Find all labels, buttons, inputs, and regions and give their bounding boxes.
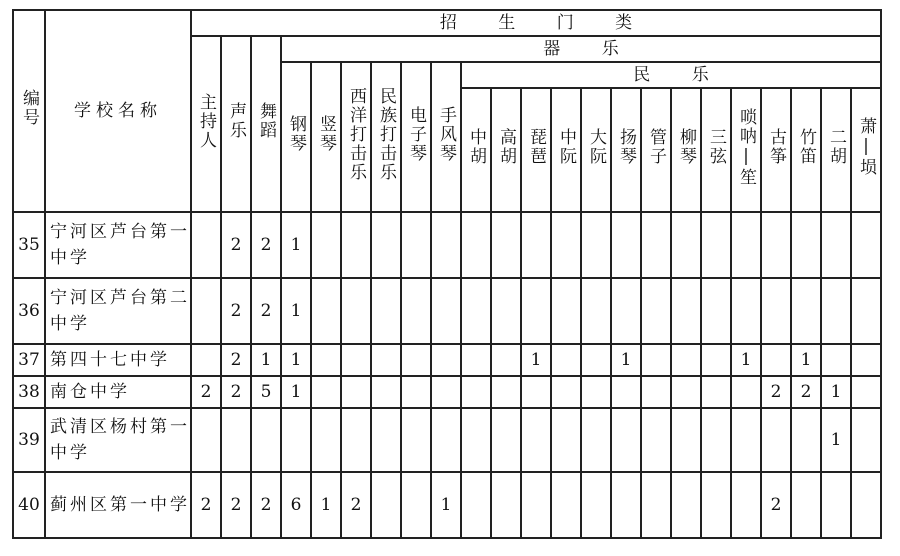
header-col: 中阮 bbox=[551, 88, 581, 212]
cell bbox=[821, 344, 851, 376]
cell bbox=[791, 408, 821, 472]
cell bbox=[611, 212, 641, 278]
cell: 1 bbox=[281, 212, 311, 278]
cell bbox=[611, 472, 641, 538]
cell bbox=[851, 278, 881, 344]
cell bbox=[701, 212, 731, 278]
cell: 2 bbox=[791, 376, 821, 408]
row-school-name: 宁河区芦台第二中学 bbox=[45, 278, 191, 344]
cell bbox=[641, 278, 671, 344]
header-category: 招 生 门 类 bbox=[191, 10, 881, 36]
cell bbox=[461, 278, 491, 344]
row-school-name: 第四十七中学 bbox=[45, 344, 191, 376]
cell bbox=[581, 278, 611, 344]
cell: 2 bbox=[221, 472, 251, 538]
enrollment-table bbox=[12, 9, 882, 539]
table-row bbox=[13, 278, 881, 344]
cell bbox=[281, 408, 311, 472]
cell bbox=[581, 212, 611, 278]
cell bbox=[791, 278, 821, 344]
cell bbox=[221, 408, 251, 472]
cell: 2 bbox=[761, 376, 791, 408]
cell bbox=[461, 376, 491, 408]
cell bbox=[641, 408, 671, 472]
cell bbox=[371, 376, 401, 408]
cell bbox=[641, 472, 671, 538]
cell bbox=[491, 212, 521, 278]
cell bbox=[311, 344, 341, 376]
cell: 2 bbox=[191, 472, 221, 538]
cell: 2 bbox=[221, 344, 251, 376]
cell bbox=[701, 376, 731, 408]
cell bbox=[731, 212, 761, 278]
cell bbox=[341, 408, 371, 472]
cell bbox=[551, 472, 581, 538]
header-col: 民族打击乐 bbox=[371, 62, 401, 212]
cell bbox=[731, 472, 761, 538]
cell bbox=[761, 344, 791, 376]
cell bbox=[431, 376, 461, 408]
cell bbox=[491, 344, 521, 376]
header-col: 舞蹈 bbox=[251, 36, 281, 212]
cell bbox=[821, 472, 851, 538]
cell bbox=[551, 212, 581, 278]
cell bbox=[641, 212, 671, 278]
cell: 1 bbox=[611, 344, 641, 376]
cell bbox=[701, 472, 731, 538]
cell bbox=[311, 408, 341, 472]
cell: 2 bbox=[191, 376, 221, 408]
cell bbox=[341, 278, 371, 344]
cell bbox=[371, 472, 401, 538]
cell bbox=[401, 344, 431, 376]
table-row bbox=[13, 472, 881, 538]
cell bbox=[851, 408, 881, 472]
cell bbox=[581, 408, 611, 472]
cell bbox=[191, 408, 221, 472]
cell bbox=[371, 344, 401, 376]
cell bbox=[761, 408, 791, 472]
header-col: 中胡 bbox=[461, 88, 491, 212]
cell: 2 bbox=[251, 212, 281, 278]
cell bbox=[701, 408, 731, 472]
cell bbox=[371, 212, 401, 278]
cell bbox=[191, 278, 221, 344]
cell bbox=[191, 212, 221, 278]
cell bbox=[671, 278, 701, 344]
cell: 2 bbox=[341, 472, 371, 538]
cell bbox=[551, 408, 581, 472]
cell bbox=[521, 278, 551, 344]
cell bbox=[671, 344, 701, 376]
header-col: 唢呐|笙 bbox=[731, 88, 761, 212]
header-col: 古筝 bbox=[761, 88, 791, 212]
cell bbox=[311, 278, 341, 344]
cell: 1 bbox=[821, 376, 851, 408]
cell bbox=[401, 408, 431, 472]
header-col: 管子 bbox=[641, 88, 671, 212]
cell bbox=[701, 278, 731, 344]
header-col: 高胡 bbox=[491, 88, 521, 212]
cell bbox=[521, 212, 551, 278]
cell: 1 bbox=[791, 344, 821, 376]
cell bbox=[371, 408, 401, 472]
cell: 1 bbox=[281, 344, 311, 376]
cell bbox=[611, 376, 641, 408]
header-col: 竹笛 bbox=[791, 88, 821, 212]
cell bbox=[851, 472, 881, 538]
cell bbox=[641, 344, 671, 376]
cell bbox=[341, 212, 371, 278]
cell bbox=[341, 344, 371, 376]
row-id: 36 bbox=[13, 278, 45, 344]
cell bbox=[851, 376, 881, 408]
cell bbox=[491, 376, 521, 408]
header-col: 钢琴 bbox=[281, 62, 311, 212]
cell: 1 bbox=[281, 376, 311, 408]
header-col: 扬琴 bbox=[611, 88, 641, 212]
cell: 2 bbox=[251, 278, 281, 344]
table-row bbox=[13, 344, 881, 376]
cell bbox=[581, 376, 611, 408]
cell bbox=[431, 344, 461, 376]
header-col: 电子琴 bbox=[401, 62, 431, 212]
header-col: 声乐 bbox=[221, 36, 251, 212]
cell bbox=[581, 344, 611, 376]
row-school-name: 宁河区芦台第一中学 bbox=[45, 212, 191, 278]
cell bbox=[341, 376, 371, 408]
header-col: 二胡 bbox=[821, 88, 851, 212]
cell: 2 bbox=[761, 472, 791, 538]
cell: 2 bbox=[221, 278, 251, 344]
cell bbox=[521, 472, 551, 538]
cell: 2 bbox=[251, 472, 281, 538]
header-col: 竖琴 bbox=[311, 62, 341, 212]
cell bbox=[731, 408, 761, 472]
header-folk: 民 乐 bbox=[461, 62, 881, 88]
table-row bbox=[13, 212, 881, 278]
cell bbox=[191, 344, 221, 376]
cell bbox=[461, 344, 491, 376]
cell bbox=[461, 472, 491, 538]
header-col: 手风琴 bbox=[431, 62, 461, 212]
cell: 1 bbox=[431, 472, 461, 538]
cell bbox=[611, 278, 641, 344]
cell: 1 bbox=[311, 472, 341, 538]
header-school: 学校名称 bbox=[45, 10, 191, 212]
cell bbox=[431, 212, 461, 278]
cell: 6 bbox=[281, 472, 311, 538]
cell: 5 bbox=[251, 376, 281, 408]
cell bbox=[251, 408, 281, 472]
cell bbox=[641, 376, 671, 408]
cell bbox=[731, 376, 761, 408]
header-instrumental: 器 乐 bbox=[281, 36, 881, 62]
row-id: 39 bbox=[13, 408, 45, 472]
cell bbox=[671, 376, 701, 408]
header-col: 柳琴 bbox=[671, 88, 701, 212]
cell bbox=[401, 472, 431, 538]
cell: 1 bbox=[281, 278, 311, 344]
cell bbox=[851, 344, 881, 376]
cell bbox=[581, 472, 611, 538]
cell bbox=[851, 212, 881, 278]
row-id: 40 bbox=[13, 472, 45, 538]
cell bbox=[371, 278, 401, 344]
cell: 2 bbox=[221, 376, 251, 408]
cell bbox=[701, 344, 731, 376]
cell bbox=[491, 472, 521, 538]
header-col: 西洋打击乐 bbox=[341, 62, 371, 212]
cell bbox=[491, 278, 521, 344]
cell: 1 bbox=[821, 408, 851, 472]
table-row bbox=[13, 376, 881, 408]
cell bbox=[521, 376, 551, 408]
cell bbox=[491, 408, 521, 472]
cell bbox=[551, 344, 581, 376]
cell bbox=[401, 278, 431, 344]
cell: 1 bbox=[251, 344, 281, 376]
row-school-name: 蓟州区第一中学 bbox=[45, 472, 191, 538]
cell bbox=[671, 212, 701, 278]
cell bbox=[791, 472, 821, 538]
header-col: 三弦 bbox=[701, 88, 731, 212]
cell bbox=[821, 278, 851, 344]
cell: 1 bbox=[731, 344, 761, 376]
cell bbox=[611, 408, 641, 472]
cell bbox=[731, 278, 761, 344]
row-school-name: 南仓中学 bbox=[45, 376, 191, 408]
table-row bbox=[13, 408, 881, 472]
header-col: 琵琶 bbox=[521, 88, 551, 212]
cell bbox=[671, 472, 701, 538]
cell bbox=[401, 376, 431, 408]
cell bbox=[461, 408, 491, 472]
cell bbox=[311, 376, 341, 408]
cell bbox=[791, 212, 821, 278]
header-col: 萧|埙 bbox=[851, 88, 881, 212]
cell bbox=[551, 278, 581, 344]
cell bbox=[551, 376, 581, 408]
row-id: 37 bbox=[13, 344, 45, 376]
row-id: 35 bbox=[13, 212, 45, 278]
cell bbox=[431, 278, 461, 344]
cell bbox=[821, 212, 851, 278]
cell: 1 bbox=[521, 344, 551, 376]
cell bbox=[431, 408, 461, 472]
row-id: 38 bbox=[13, 376, 45, 408]
cell bbox=[671, 408, 701, 472]
cell bbox=[521, 408, 551, 472]
cell bbox=[761, 212, 791, 278]
cell bbox=[401, 212, 431, 278]
cell: 2 bbox=[221, 212, 251, 278]
header-col: 主持人 bbox=[191, 36, 221, 212]
header-col: 大阮 bbox=[581, 88, 611, 212]
row-school-name: 武清区杨村第一中学 bbox=[45, 408, 191, 472]
cell bbox=[461, 212, 491, 278]
cell bbox=[311, 212, 341, 278]
header-id: 编号 bbox=[13, 10, 45, 212]
cell bbox=[761, 278, 791, 344]
